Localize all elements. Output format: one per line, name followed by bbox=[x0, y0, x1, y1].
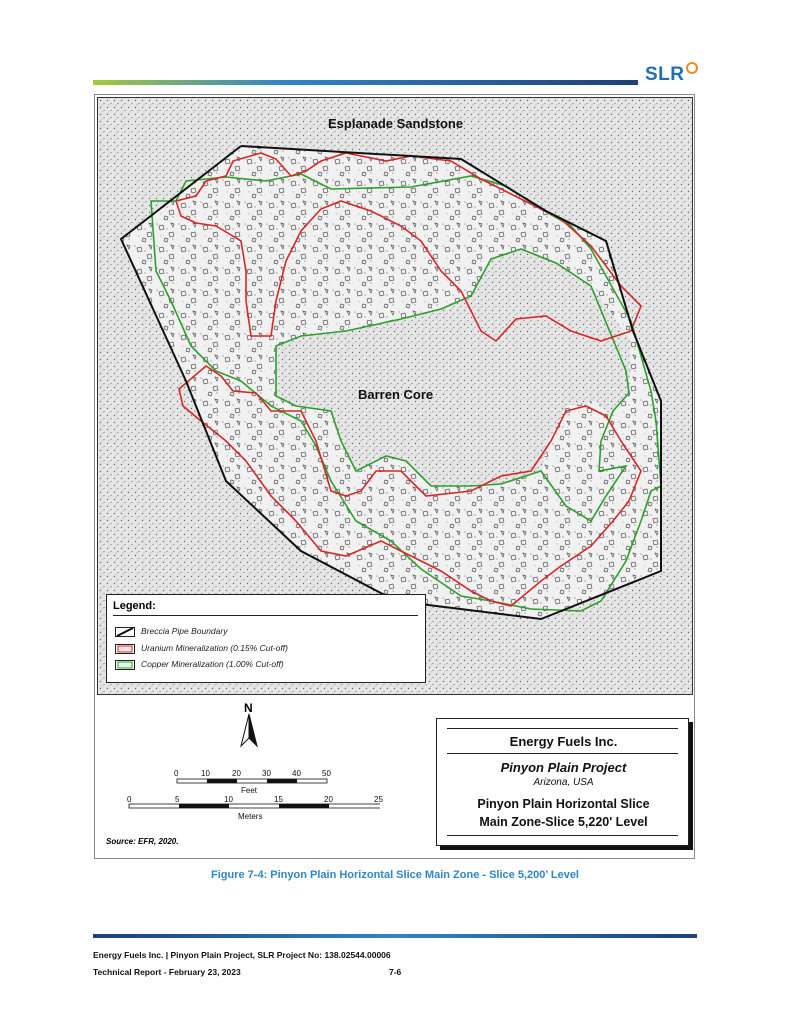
scale-meters-tick: 10 bbox=[224, 795, 233, 804]
scale-meters-tick: 20 bbox=[324, 795, 333, 804]
title-block-rule bbox=[447, 753, 678, 754]
north-label: N bbox=[244, 701, 253, 715]
legend-item-copper bbox=[115, 659, 284, 670]
legend-label: Breccia Pipe Boundary bbox=[141, 626, 228, 636]
green-hatched-box-icon bbox=[115, 660, 135, 670]
legend-item-breccia bbox=[115, 626, 227, 637]
logo-text: SLR bbox=[645, 64, 685, 85]
esplanade-sandstone-label: Esplanade Sandstone bbox=[328, 116, 464, 131]
sun-icon bbox=[686, 62, 698, 74]
scale-meters-tick: 0 bbox=[127, 795, 132, 804]
scale-feet-tick: 0 bbox=[174, 769, 179, 778]
scale-feet-tick: 50 bbox=[322, 769, 331, 778]
slr-logo bbox=[645, 64, 698, 86]
company-name: Energy Fuels Inc. bbox=[509, 734, 618, 749]
scale-feet-tick: 20 bbox=[232, 769, 241, 778]
figure-caption: Figure 7-4: Pinyon Plain Horizontal Slice Main Zone - Slice 5,200’ Level bbox=[211, 869, 579, 881]
source-note: Source: EFR, 2020. bbox=[106, 837, 179, 846]
scale-meters-tick: 25 bbox=[374, 795, 383, 804]
legend-divider bbox=[113, 615, 418, 616]
scale-meters-unit: Meters bbox=[238, 812, 263, 821]
scale-feet-unit: Feet bbox=[241, 786, 258, 795]
scale-meters-tick: 15 bbox=[274, 795, 283, 804]
scale-feet-tick: 10 bbox=[201, 769, 210, 778]
project-name: Pinyon Plain Project bbox=[500, 760, 627, 775]
footer-line1: Energy Fuels Inc. | Pinyon Plain Project, SLR Project No: 138.02544.00006 bbox=[93, 950, 391, 960]
footer-line2: Technical Report - February 23, 2023 bbox=[93, 967, 241, 977]
map-legend bbox=[106, 594, 426, 683]
title-block-rule bbox=[447, 835, 678, 836]
page-number: 7-6 bbox=[389, 967, 402, 977]
slice-title-line1: Pinyon Plain Horizontal Slice bbox=[477, 797, 650, 811]
scale-bars bbox=[120, 764, 380, 834]
slice-title-line2: Main Zone-Slice 5,220' Level bbox=[479, 815, 648, 829]
title-block bbox=[436, 718, 689, 846]
north-arrow-icon bbox=[234, 700, 264, 750]
header-rule bbox=[93, 80, 638, 85]
legend-title: Legend: bbox=[113, 600, 156, 612]
scale-meters-tick: 5 bbox=[175, 795, 180, 804]
red-hatched-box-icon bbox=[115, 644, 135, 654]
title-block-rule bbox=[447, 728, 678, 729]
legend-item-uranium bbox=[115, 643, 288, 654]
scale-feet-tick: 30 bbox=[262, 769, 271, 778]
project-location: Arizona, USA bbox=[533, 777, 594, 788]
legend-label: Copper Mineralization (1.00% Cut-off) bbox=[141, 659, 284, 669]
footer-rule bbox=[93, 934, 697, 938]
barren-core-label: Barren Core bbox=[358, 387, 434, 402]
breccia-line-icon bbox=[115, 627, 135, 637]
scale-feet-tick: 40 bbox=[292, 769, 301, 778]
legend-label: Uranium Mineralization (0.15% Cut-off) bbox=[141, 643, 288, 653]
